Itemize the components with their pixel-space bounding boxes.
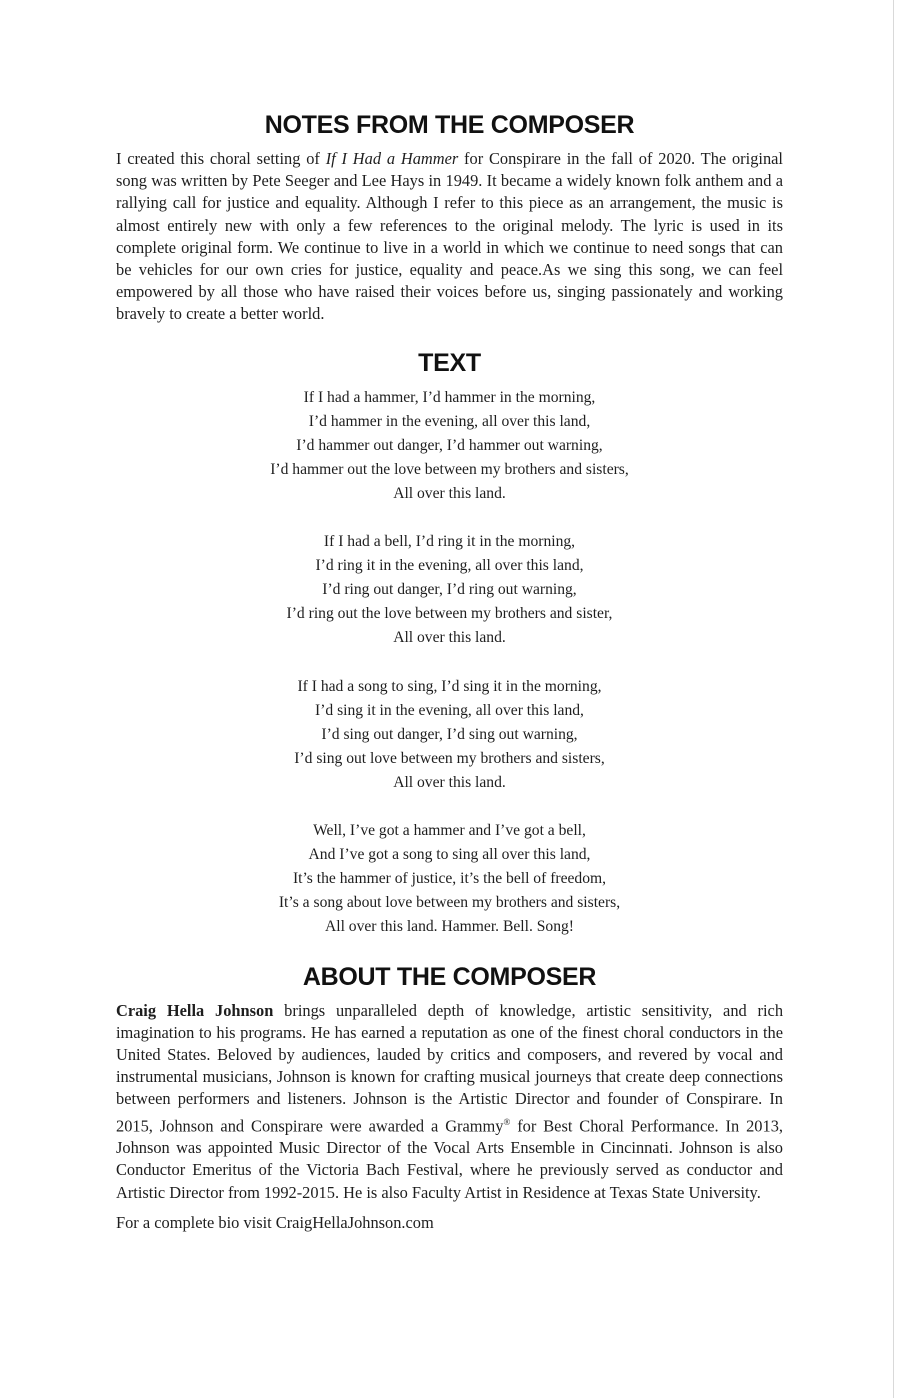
document-page	[116, 108, 783, 1234]
lyric-line: I’d sing it in the evening, all over this land,	[315, 701, 584, 719]
notes-paragraph	[116, 148, 783, 326]
lyric-line: It’s a song about love between my brothers and sisters,	[278, 894, 621, 912]
lyric-line: If I had a song to sing, I’d sing it in the morning,	[297, 677, 602, 695]
lyric-line: I’d ring out danger, I’d ring out warning,	[322, 581, 577, 599]
lyric-line: I’d hammer out the love between my brothers and sisters,	[270, 460, 629, 478]
text-heading: TEXT	[418, 348, 481, 377]
lyric-line: I’d ring out the love between my brothers and sister,	[286, 605, 613, 623]
lyric-line: I’d sing out danger, I’d sing out warning,	[321, 725, 578, 743]
about-heading: ABOUT THE COMPOSER	[302, 962, 597, 991]
lyric-line: All over this land.	[393, 485, 506, 502]
lyric-line: I’d hammer out danger, I’d hammer out warning,	[296, 436, 603, 454]
song-title: If I Had a Hammer	[325, 149, 459, 168]
lyric-line: If I had a hammer, I’d hammer in the morning,	[303, 388, 596, 406]
lyric-line: It’s the hammer of justice, it’s the bell of freedom,	[292, 870, 607, 888]
notes-intro: I created this choral setting of	[116, 149, 326, 168]
stanza	[116, 819, 783, 939]
registered-mark: ®	[503, 1116, 511, 1127]
lyric-line: I’d hammer in the evening, all over this land,	[308, 412, 591, 430]
lyrics	[116, 386, 783, 940]
lyric-line: All over this land.	[393, 629, 506, 647]
page-edge-divider	[893, 0, 894, 1398]
notes-heading: NOTES FROM THE COMPOSER	[264, 111, 635, 139]
about-body-1: brings unparalleled depth of knowledge, artistic sensitivity, and rich imagination to his programs. He has earned a reputation as one of the finest choral conductors in the United States. Beloved by audiences, lauded by critics and composers, and revered by vocal and instrumental musicians, Johnson is known for crafting musical journeys that create deep connections between performers and listeners. Johnson is the Artistic Director and founder of Conspirare. In 2015, Johnson and Conspirare were awarded a Grammy	[116, 1000, 784, 1135]
stanza	[116, 675, 783, 795]
lyric-line: I’d ring it in the evening, all over this land,	[315, 557, 584, 575]
lyric-line: If I had a bell, I’d ring it in the morning,	[323, 533, 576, 551]
about-body-2: for Best Choral Performance. In 2013, Johnson was appointed Music Director of the Vocal Arts Ensemble in Cincinnati. Johnson is also Conductor Emeritus of the Victoria Bach Festival, where he previously served as conductor and Artistic Director from 1992-2015. He is also Faculty Artist in Residence at Texas State University.	[116, 1115, 783, 1202]
bio-link-text: For a complete bio visit CraigHellaJohnson.com	[116, 1212, 434, 1232]
composer-name: Craig Hella Johnson	[116, 1000, 274, 1020]
lyric-line: All over this land.	[393, 773, 506, 791]
lyric-line: I’d sing out love between my brothers and sisters,	[294, 749, 605, 767]
lyric-line: And I’ve got a song to sing all over this land,	[308, 846, 591, 864]
stanza	[116, 530, 783, 650]
notes-body: for Conspirare in the fall of 2020. The original song was written by Pete Seeger and Lee Hays in 1949. It became a widely known folk anthem and a rallying call for justice and equality. Although I refer to this piece as an arrangement, the music is almost entirely new with only a few references to the original melody. The lyric is used in its complete original form. We continue to live in a world in which we continue to need songs that can be vehicles for our own cries for justice, equality and peace.As we sing this song, we can feel empowered by all those who have raised their voices before us, singing passionately and working bravely to create a better world.	[116, 149, 783, 324]
about-paragraph	[116, 1000, 783, 1204]
stanza	[116, 386, 783, 506]
lyric-line: All over this land. Hammer. Bell. Song!	[324, 918, 575, 936]
lyric-line: Well, I’ve got a hammer and I’ve got a bell,	[313, 822, 586, 840]
